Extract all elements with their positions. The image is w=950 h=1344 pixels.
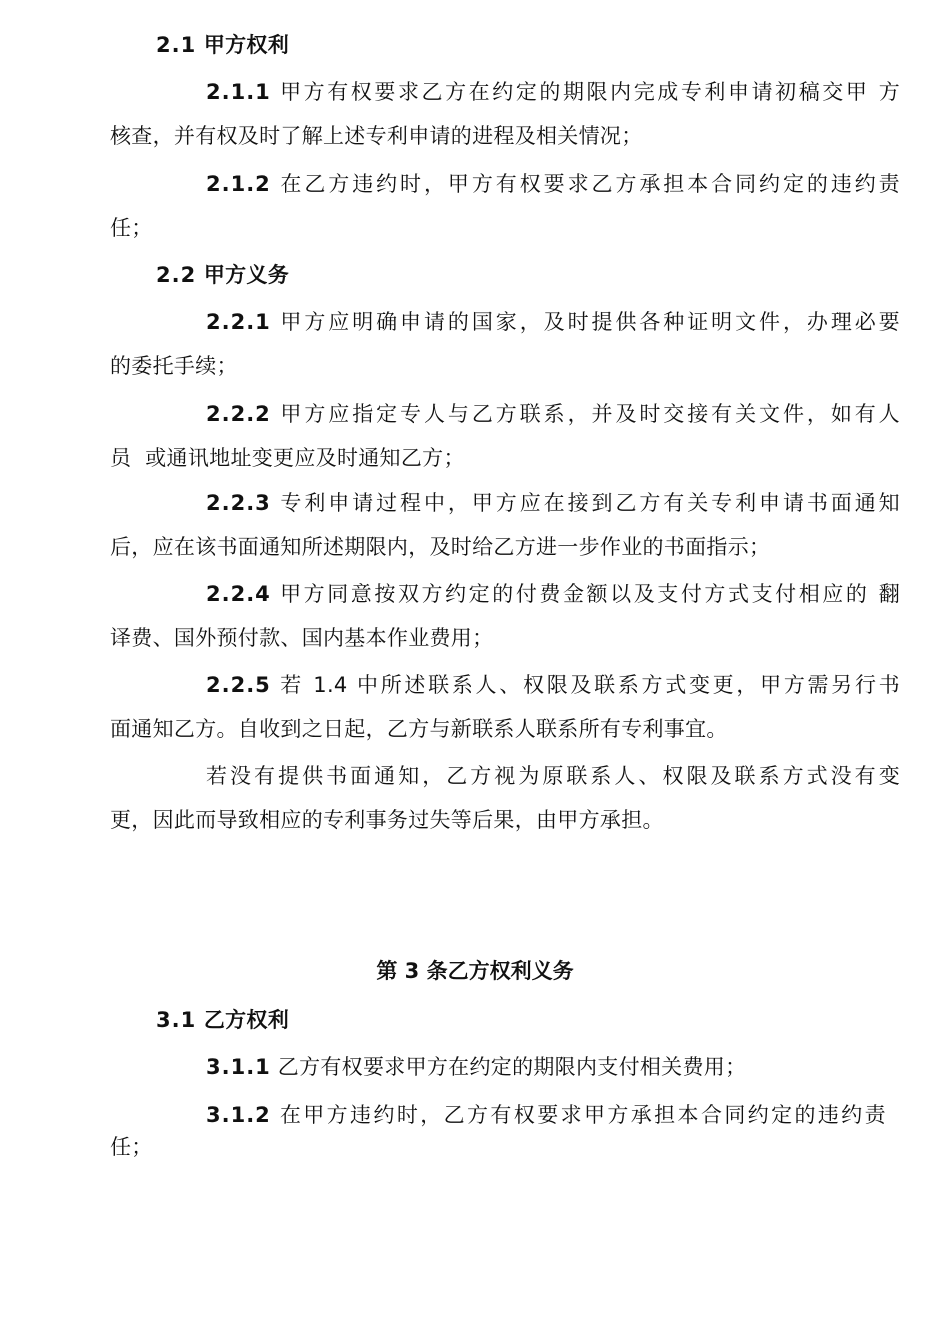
clause-text: 甲方应明确申请的国家，及时提供各种证明文件，办理必要 bbox=[280, 310, 900, 334]
clause-2-1-2-line-1 bbox=[206, 169, 900, 199]
clause-2-2-4-line-2: 译费、国外预付款、国内基本作业费用； bbox=[110, 626, 494, 650]
clause-text: 若 1.4 中所述联系人、权限及联系方式变更，甲方需另行书 bbox=[280, 673, 900, 697]
clause-number: 2.2.5 bbox=[206, 673, 271, 697]
section-number: 3.1 bbox=[156, 1008, 197, 1032]
clause-number: 2.2.2 bbox=[206, 402, 271, 426]
section-title: 甲方义务 bbox=[203, 263, 290, 287]
clause-text: 在乙方违约时，甲方有权要求乙方承担本合同约定的违约责 bbox=[280, 172, 900, 196]
clause-2-2-3-line-2: 后，应在该书面通知所述期限内，及时给乙方进一步作业的书面指示； bbox=[110, 535, 771, 559]
section-3-1-heading bbox=[156, 1005, 289, 1035]
clause-2-2-2-line-2: 员 或通讯地址变更应及时通知乙方； bbox=[110, 446, 465, 470]
section-number: 2.2 bbox=[156, 263, 197, 287]
clause-number: 3.1.1 bbox=[206, 1055, 271, 1079]
section-2-1-heading bbox=[156, 30, 289, 60]
article-3-title: 第 3 条乙方权利义务 bbox=[376, 959, 574, 983]
clause-text: 甲方应指定专人与乙方联系，并及时交接有关文件，如有人 bbox=[280, 402, 900, 426]
clause-text: 甲方同意按双方约定的付费金额以及支付方式支付相应的 翻 bbox=[280, 582, 900, 606]
section-2-2-heading bbox=[156, 260, 289, 290]
clause-number: 2.2.1 bbox=[206, 310, 271, 334]
clause-number: 2.2.4 bbox=[206, 582, 271, 606]
section-title: 乙方权利 bbox=[203, 1008, 290, 1032]
note-line-1: 若没有提供书面通知，乙方视为原联系人、权限及联系方式没有变 bbox=[206, 764, 900, 788]
clause-text: 乙方有权要求甲方在约定的期限内支付相关费用； bbox=[277, 1055, 747, 1079]
clause-number: 3.1.2 bbox=[206, 1103, 271, 1127]
clause-2-2-2-line-1 bbox=[206, 399, 900, 429]
clause-3-1-1 bbox=[206, 1052, 746, 1082]
section-title: 甲方权利 bbox=[203, 33, 290, 57]
clause-2-2-1-line-1 bbox=[206, 307, 900, 337]
clause-number: 2.2.3 bbox=[206, 491, 271, 515]
clause-2-2-3-line-1 bbox=[206, 488, 900, 518]
clause-number: 2.1.1 bbox=[206, 80, 271, 104]
clause-2-1-2-line-2: 任； bbox=[110, 216, 153, 240]
note-line-2: 更，因此而导致相应的专利事务过失等后果，由甲方承担。 bbox=[110, 808, 664, 832]
clause-2-2-1-line-2: 的委托手续； bbox=[110, 354, 238, 378]
clause-3-1-2-line-1 bbox=[206, 1100, 886, 1130]
clause-number: 2.1.2 bbox=[206, 172, 271, 196]
section-number: 2.1 bbox=[156, 33, 197, 57]
clause-2-1-1-line-1 bbox=[206, 77, 900, 107]
clause-2-2-5-line-2: 面通知乙方。自收到之日起，乙方与新联系人联系所有专利事宜。 bbox=[110, 717, 728, 741]
clause-3-1-2-line-2: 任； bbox=[110, 1135, 153, 1159]
clause-2-1-1-line-2: 核查，并有权及时了解上述专利申请的进程及相关情况； bbox=[110, 124, 643, 148]
clause-text: 在甲方违约时，乙方有权要求甲方承担本合同约定的违约责 bbox=[279, 1103, 886, 1127]
clause-2-2-4-line-1 bbox=[206, 579, 900, 609]
clause-2-2-5-line-1 bbox=[206, 670, 900, 700]
clause-text: 甲方有权要求乙方在约定的期限内完成专利申请初稿交甲 方 bbox=[280, 80, 900, 104]
clause-text: 专利申请过程中，甲方应在接到乙方有关专利申请书面通知 bbox=[280, 491, 900, 515]
